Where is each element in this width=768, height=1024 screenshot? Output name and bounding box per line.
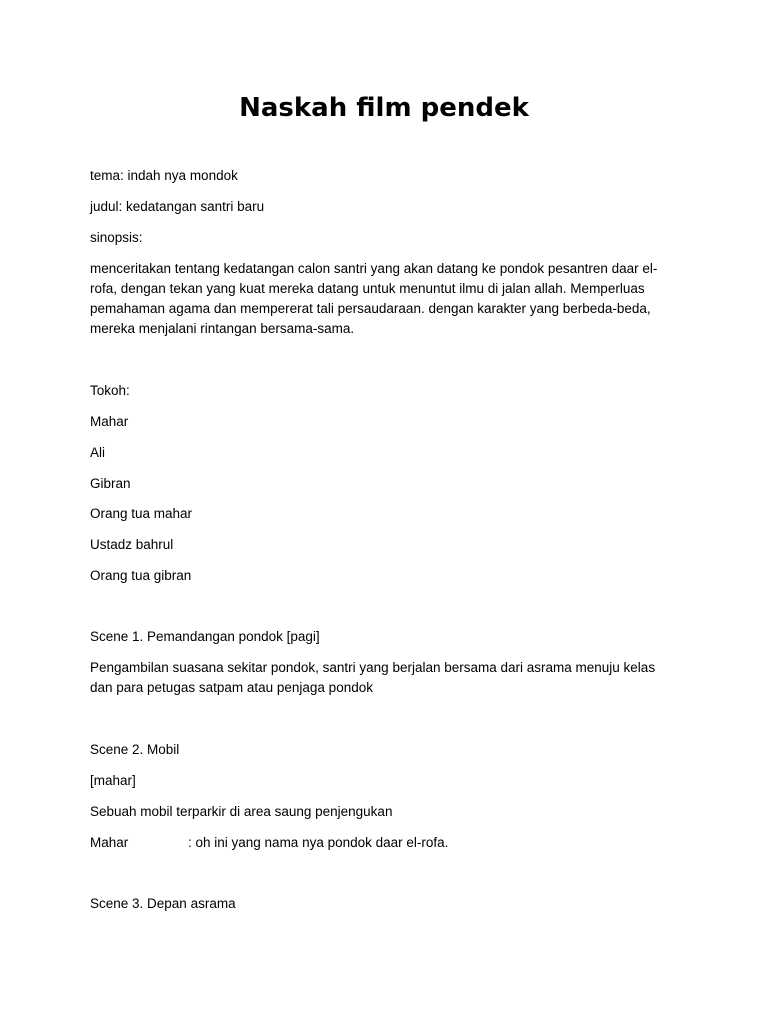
sinopsis-line: pemahaman agama dan mempererat tali persaudaraan. dengan karakter yang berbeda-beda,: [90, 301, 651, 316]
sinopsis-line: mereka menjalani rintangan bersama-sama.: [90, 321, 355, 336]
sinopsis-paragraph: [90, 259, 680, 339]
tokoh-item: Ali: [90, 445, 106, 460]
scene2-heading: Scene 2. Mobil: [90, 742, 180, 757]
scene2-action: Sebuah mobil terparkir di area saung penjengukan: [90, 804, 393, 819]
document-title: Naskah film pendek: [239, 93, 529, 123]
sinopsis-line: menceritakan tentang kedatangan calon santri yang akan datang ke pondok pesantren daar el-: [90, 261, 658, 276]
tokoh-item: Mahar: [90, 414, 129, 429]
scene2-character-tag: [mahar]: [90, 773, 136, 788]
scene2-speaker: Mahar: [90, 835, 129, 850]
sinopsis-label: sinopsis:: [90, 230, 143, 245]
tokoh-item: Orang tua gibran: [90, 568, 192, 583]
tema-line: tema: indah nya mondok: [90, 168, 238, 183]
tokoh-item: Orang tua mahar: [90, 506, 193, 521]
tokoh-item: Ustadz bahrul: [90, 537, 174, 552]
judul-line: judul: kedatangan santri baru: [90, 199, 265, 214]
sinopsis-line: rofa, dengan tekan yang kuat mereka datang untuk menuntut ilmu di jalan allah. Memperluas: [90, 281, 645, 296]
scene1-line: Pengambilan suasana sekitar pondok, santri yang berjalan bersama dari asrama menuju kelas: [90, 660, 656, 675]
scene1-line: dan para petugas satpam atau penjaga pondok: [90, 680, 373, 695]
tokoh-label: Tokoh:: [90, 383, 130, 398]
scene3-heading: Scene 3. Depan asrama: [90, 896, 236, 911]
scene2-dialogue: : oh ini yang nama nya pondok daar el-rofa.: [188, 835, 449, 850]
tokoh-item: Gibran: [90, 476, 131, 491]
scene1-heading: Scene 1. Pemandangan pondok [pagi]: [90, 629, 320, 644]
scene1-description: [90, 658, 680, 698]
